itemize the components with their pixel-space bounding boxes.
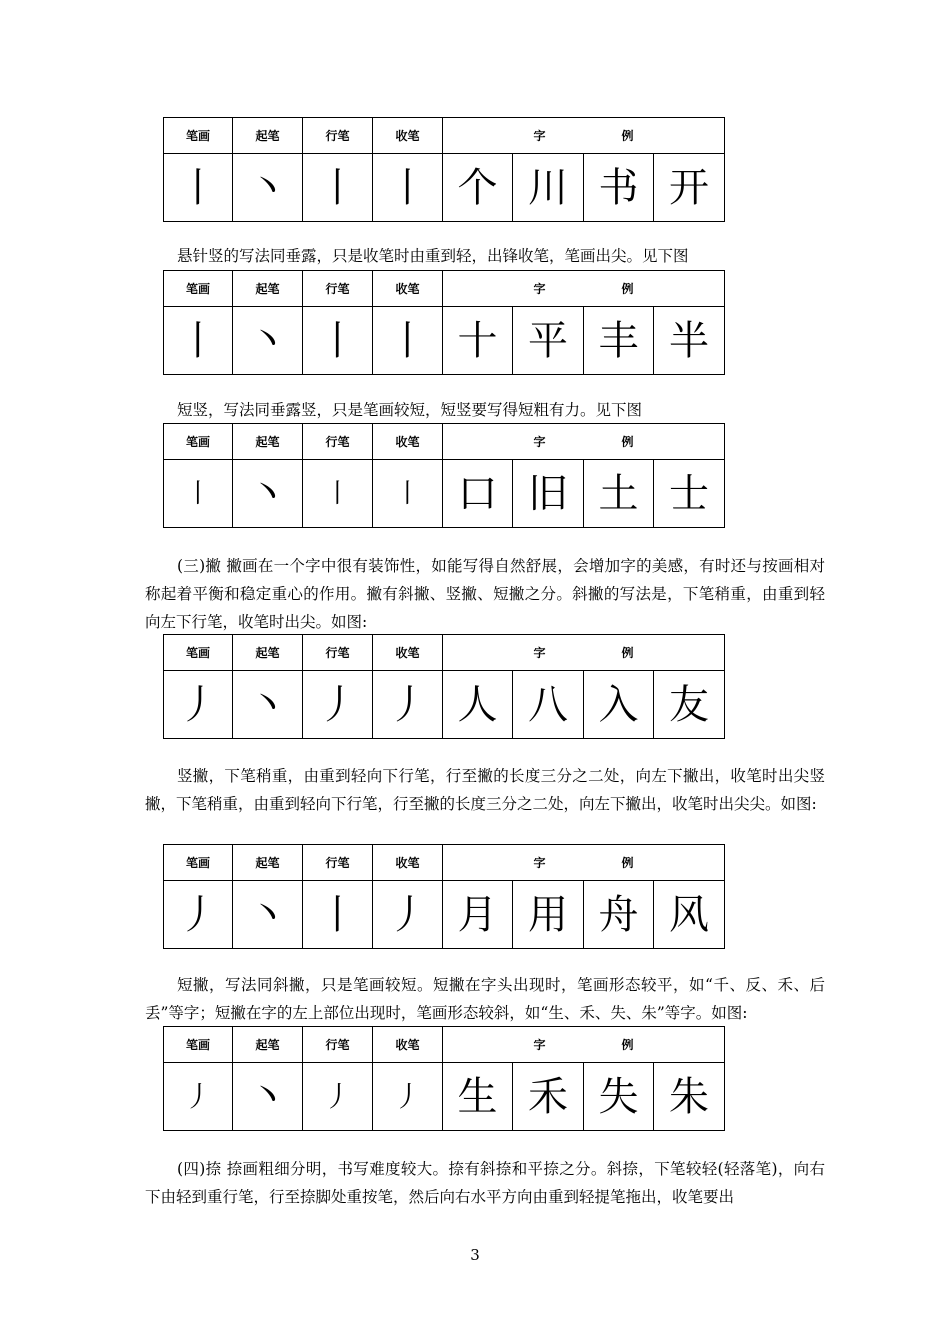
start-glyph: 丶	[233, 154, 303, 222]
header-end: 收笔	[373, 424, 443, 460]
stroke-glyph: 丿	[164, 1063, 233, 1131]
example-char: 个	[443, 154, 513, 222]
stroke-table-3	[163, 423, 725, 528]
example-char: 半	[654, 307, 725, 375]
example-char: 入	[584, 671, 654, 739]
end-glyph: 丿	[373, 1063, 443, 1131]
stroke-table-5	[163, 844, 725, 949]
header-start: 起笔	[233, 424, 303, 460]
header-stroke: 笔画	[164, 118, 233, 154]
example-char: 开	[654, 154, 725, 222]
example-char: 士	[654, 460, 725, 528]
stroke-glyph: 丨	[164, 307, 233, 375]
example-char: 朱	[654, 1063, 725, 1131]
header-stroke: 笔画	[164, 271, 233, 307]
header-start: 起笔	[233, 845, 303, 881]
start-glyph: 丶	[233, 307, 303, 375]
header-move: 行笔	[303, 635, 373, 671]
stroke-table-4	[163, 634, 725, 739]
stroke-glyph: 丨	[164, 460, 233, 528]
header-stroke: 笔画	[164, 1027, 233, 1063]
end-glyph: 丨	[373, 307, 443, 375]
move-glyph: 丿	[303, 1063, 373, 1131]
paragraph-short-vertical: 短竖，写法同垂露竖，只是笔画较短，短竖要写得短粗有力。见下图	[177, 401, 643, 419]
example-char: 书	[584, 154, 654, 222]
header-start: 起笔	[233, 635, 303, 671]
header-end: 收笔	[373, 118, 443, 154]
example-char: 禾	[513, 1063, 584, 1131]
header-end: 收笔	[373, 271, 443, 307]
example-char: 川	[513, 154, 584, 222]
header-stroke: 笔画	[164, 424, 233, 460]
start-glyph: 丶	[233, 460, 303, 528]
stroke-glyph: 丿	[164, 671, 233, 739]
start-glyph: 丶	[233, 1063, 303, 1131]
example-char: 八	[513, 671, 584, 739]
paragraph-right-falling: (四)捺 捺画粗细分明，书写难度较大。捺有斜捺和平捺之分。斜捺，下笔较轻(轻落笔)，向右下由轻到重行笔，行至捺脚处重按笔，然后向右水平方向由重到轻提笔拖出，收笔要出	[145, 1160, 825, 1206]
stroke-glyph: 丿	[164, 881, 233, 949]
paragraph-vertical-left-falling: 竖撇，下笔稍重，由重到轻向下行笔，行至撇的长度三分之二处，向左下撇出，收笔时出尖竖撇，下笔稍重，由重到轻向下行笔，行至撇的长度三分之二处，向左下撇出，收笔时出尖尖。如图:	[145, 767, 825, 813]
header-stroke: 笔画	[164, 845, 233, 881]
header-end: 收笔	[373, 845, 443, 881]
paragraph-short-left-falling: 短撇，写法同斜撇，只是笔画较短。短撇在字头出现时，笔画形态较平，如“千、反、禾、后丢”等字；短撇在字的左上部位出现时，笔画形态较斜，如“生、禾、失、朱”等字。如图:	[145, 976, 825, 1022]
header-stroke: 笔画	[164, 635, 233, 671]
end-glyph: 丿	[373, 881, 443, 949]
move-glyph: 丿	[303, 671, 373, 739]
example-char: 失	[584, 1063, 654, 1131]
example-char: 平	[513, 307, 584, 375]
stroke-glyph: 丨	[164, 154, 233, 222]
example-char: 舟	[584, 881, 654, 949]
header-start: 起笔	[233, 1027, 303, 1063]
move-glyph: 丨	[303, 307, 373, 375]
header-examples: 字 例	[443, 118, 725, 154]
stroke-table-2	[163, 270, 725, 375]
header-move: 行笔	[303, 424, 373, 460]
header-end: 收笔	[373, 635, 443, 671]
header-end: 收笔	[373, 1027, 443, 1063]
example-char: 十	[443, 307, 513, 375]
header-move: 行笔	[303, 118, 373, 154]
example-char: 风	[654, 881, 725, 949]
move-glyph: 丨	[303, 881, 373, 949]
header-examples: 字 例	[443, 845, 725, 881]
page-number: 3	[470, 1246, 480, 1264]
header-examples: 字 例	[443, 271, 725, 307]
stroke-table-6	[163, 1026, 725, 1131]
header-move: 行笔	[303, 845, 373, 881]
example-char: 友	[654, 671, 725, 739]
start-glyph: 丶	[233, 881, 303, 949]
paragraph-hanging-needle: 悬针竖的写法同垂露，只是收笔时由重到轻，出锋收笔，笔画出尖。见下图	[177, 247, 689, 265]
end-glyph: 丿	[373, 671, 443, 739]
start-glyph: 丶	[233, 671, 303, 739]
example-char: 生	[443, 1063, 513, 1131]
header-start: 起笔	[233, 271, 303, 307]
move-glyph: 丨	[303, 154, 373, 222]
paragraph-left-falling: (三)撇 撇画在一个字中很有装饰性，如能写得自然舒展，会增加字的美感，有时还与按画相对称起着平衡和稳定重心的作用。撇有斜撇、竖撇、短撇之分。斜撇的写法是，下笔稍重，由重到轻向左下行笔，收笔时出尖。如图:	[145, 557, 825, 631]
end-glyph: 丨	[373, 460, 443, 528]
header-examples: 字 例	[443, 1027, 725, 1063]
example-char: 旧	[513, 460, 584, 528]
move-glyph: 丨	[303, 460, 373, 528]
example-char: 用	[513, 881, 584, 949]
example-char: 口	[443, 460, 513, 528]
example-char: 土	[584, 460, 654, 528]
end-glyph: 丨	[373, 154, 443, 222]
example-char: 月	[443, 881, 513, 949]
header-move: 行笔	[303, 1027, 373, 1063]
header-start: 起笔	[233, 118, 303, 154]
stroke-table-1	[163, 117, 725, 222]
example-char: 人	[443, 671, 513, 739]
header-move: 行笔	[303, 271, 373, 307]
header-examples: 字 例	[443, 635, 725, 671]
example-char: 丰	[584, 307, 654, 375]
header-examples: 字 例	[443, 424, 725, 460]
